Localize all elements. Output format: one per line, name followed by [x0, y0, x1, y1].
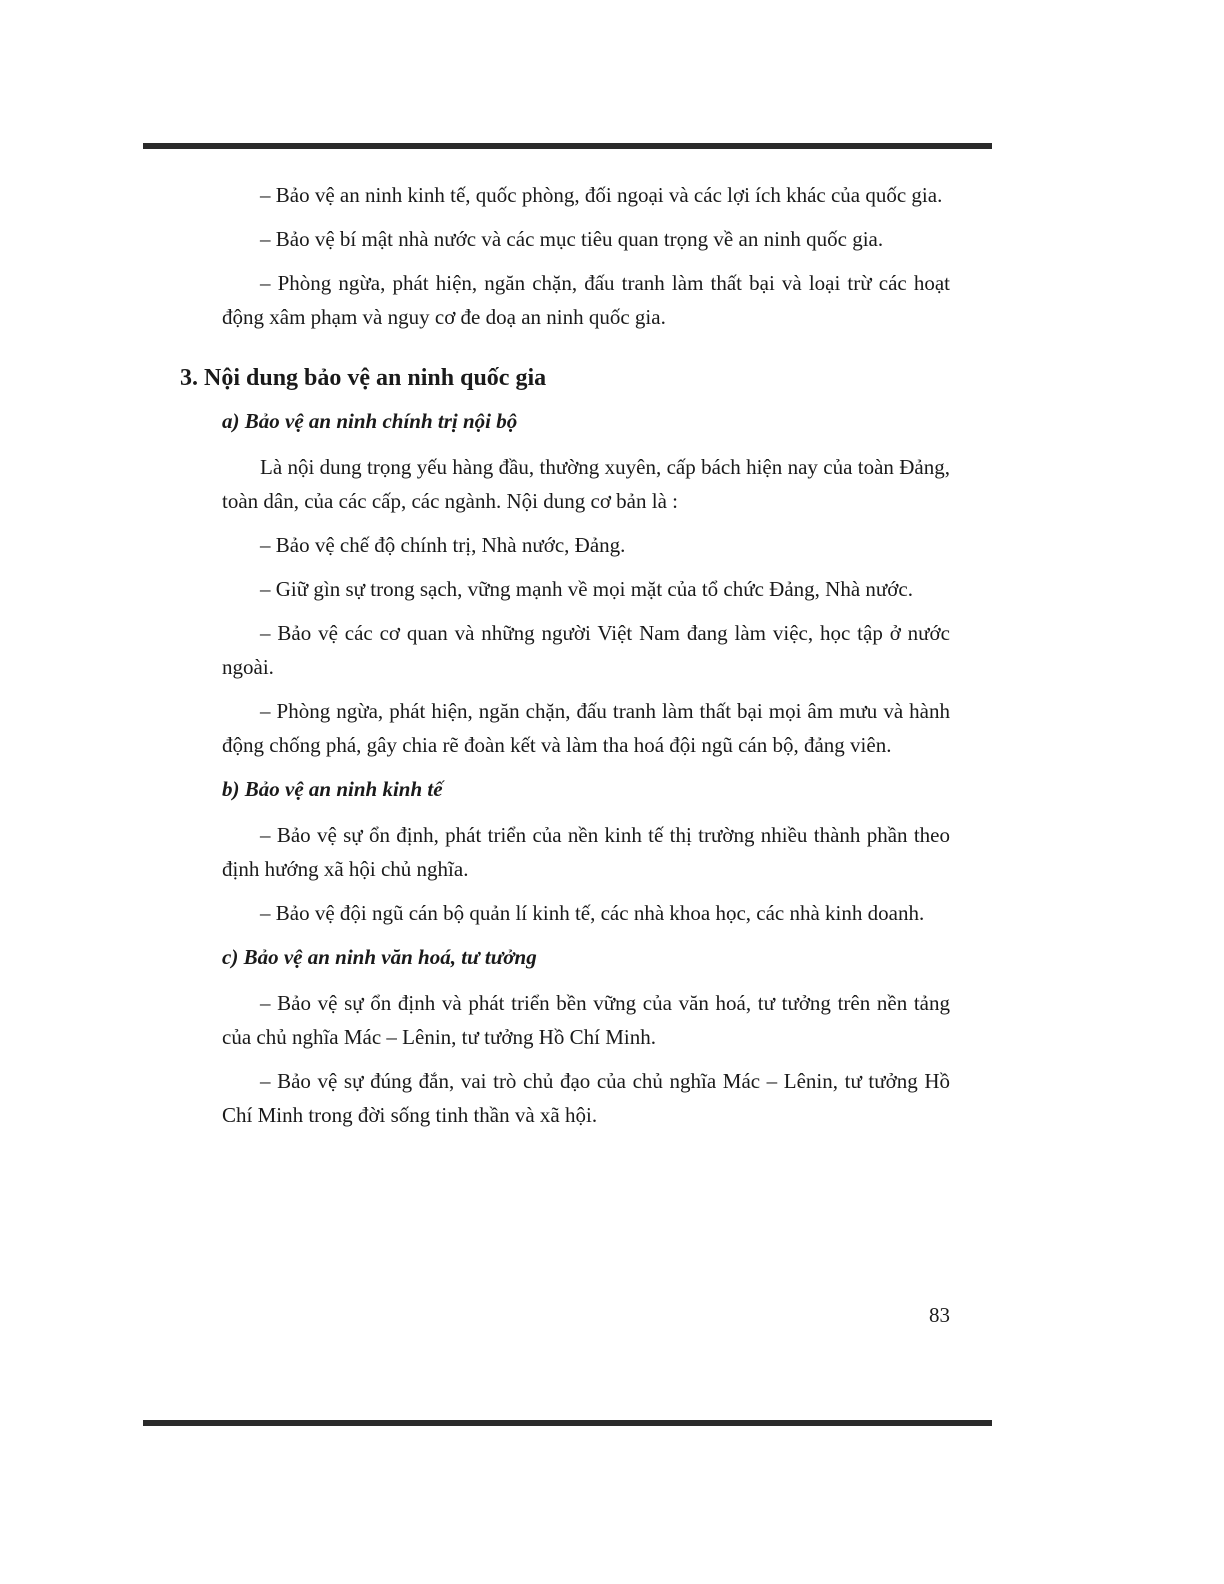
intro-paragraph-1: – Bảo vệ an ninh kinh tế, quốc phòng, đối ngoại và các lợi ích khác của quốc gia.: [260, 183, 943, 207]
sub-c-paragraph-2: – Bảo vệ sự đúng đắn, vai trò chủ đạo của chủ nghĩa Mác – Lênin, tư tưởng Hồ Chí Minh trong đời sống tinh thần và xã hội.: [222, 1069, 950, 1127]
intro-paragraph-2: – Bảo vệ bí mật nhà nước và các mục tiêu quan trọng về an ninh quốc gia.: [260, 227, 884, 251]
section-heading: 3. Nội dung bảo vệ an ninh quốc gia: [180, 365, 547, 391]
top-rule: [143, 143, 992, 149]
page-body: [180, 178, 950, 1142]
sub-a-paragraph-2: – Bảo vệ chế độ chính trị, Nhà nước, Đảng.: [260, 533, 626, 557]
sub-a-paragraph-5: – Phòng ngừa, phát hiện, ngăn chặn, đấu tranh làm thất bại mọi âm mưu và hành động chống phá, gây chia rẽ đoàn kết và làm tha hoá đội ngũ cán bộ, đảng viên.: [222, 699, 950, 757]
bottom-rule: [143, 1420, 992, 1426]
subheading-a: a) Bảo vệ an ninh chính trị nội bộ: [222, 409, 518, 433]
sub-a-paragraph-1: Là nội dung trọng yếu hàng đầu, thường xuyên, cấp bách hiện nay của toàn Đảng, toàn dân, của các cấp, các ngành. Nội dung cơ bản là :: [222, 455, 950, 513]
subheading-c: c) Bảo vệ an ninh văn hoá, tư tưởng: [222, 945, 537, 969]
sub-b-paragraph-1: – Bảo vệ sự ổn định, phát triển của nền kinh tế thị trường nhiều thành phần theo định hướng xã hội chủ nghĩa.: [222, 823, 950, 881]
sub-a-paragraph-4: – Bảo vệ các cơ quan và những người Việt Nam đang làm việc, học tập ở nước ngoài.: [222, 621, 950, 679]
sub-a-paragraph-3: – Giữ gìn sự trong sạch, vững mạnh về mọi mặt của tổ chức Đảng, Nhà nước.: [260, 577, 913, 601]
sub-b-paragraph-2: – Bảo vệ đội ngũ cán bộ quản lí kinh tế, các nhà khoa học, các nhà kinh doanh.: [260, 901, 925, 925]
page-number: 83: [929, 1303, 950, 1327]
sub-c-paragraph-1: – Bảo vệ sự ổn định và phát triển bền vững của văn hoá, tư tưởng trên nền tảng của chủ nghĩa Mác – Lênin, tư tưởng Hồ Chí Minh.: [222, 991, 950, 1049]
intro-paragraph-3: – Phòng ngừa, phát hiện, ngăn chặn, đấu tranh làm thất bại và loại trừ các hoạt động xâm phạm và nguy cơ đe doạ an ninh quốc gia.: [222, 271, 950, 329]
subheading-b: b) Bảo vệ an ninh kinh tế: [222, 777, 443, 801]
